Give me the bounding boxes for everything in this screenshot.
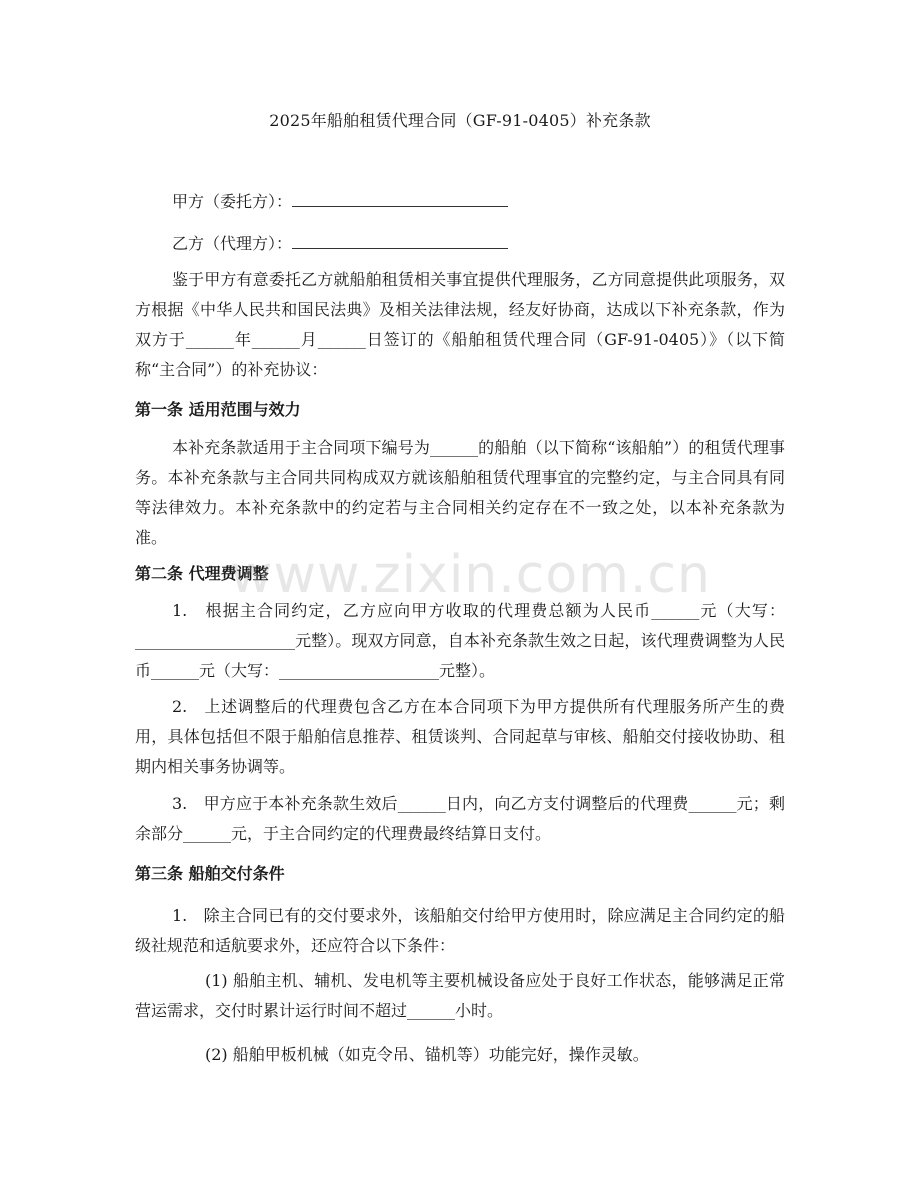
article-2-clause-3: 3. 甲方应于本补充条款生效后______日内，向乙方支付调整后的代理费______元；剩余部分______元，于主合同约定的代理费最终结算日支付。	[135, 794, 785, 843]
article-2-heading: 第二条 代理费调整	[135, 564, 269, 583]
article-3-subclause-2: (2) 船舶甲板机械（如克令吊、锚机等）功能完好，操作灵敏。	[205, 1045, 649, 1064]
party-b-blank	[292, 234, 508, 249]
article-2-clause-1: 1. 根据主合同约定，乙方应向甲方收取的代理费总额为人民币______元（大写：____________________元整）。现双方同意，自本补充条款生效之日起，该代理费调整为人民币______元（大写：____________________元整）。	[135, 601, 785, 680]
party-a-line	[172, 189, 508, 212]
article-3-subclause-1: (1) 船舶主机、辅机、发电机等主要机械设备应处于良好工作状态，能够满足正常营运需求，交付时累计运行时间不超过______小时。	[135, 971, 785, 1020]
article-3-heading: 第三条 船舶交付条件	[135, 864, 285, 883]
document-title: 2025年船舶租赁代理合同（GF-91-0405）补充条款	[269, 111, 651, 130]
article-1-heading: 第一条 适用范围与效力	[135, 400, 301, 419]
article-2-clause-2: 2. 上述调整后的代理费包含乙方在本合同项下为甲方提供所有代理服务所产生的费用，具体包括但不限于船舶信息推荐、租赁谈判、合同起草与审核、船舶交付接收协助、租期内相关事务协调等。	[135, 697, 785, 776]
article-3-clause-1: 1. 除主合同已有的交付要求外，该船舶交付给甲方使用时，除应满足主合同约定的船级社规范和适航要求外，还应符合以下条件：	[135, 906, 785, 955]
party-a-blank	[292, 192, 508, 207]
party-a-label: 甲方（委托方）：	[172, 192, 293, 211]
party-b-label: 乙方（代理方）：	[172, 234, 293, 253]
watermark-text: www.zixin.com.cn	[230, 545, 711, 605]
article-1-paragraph: 本补充条款适用于主合同项下编号为______的船舶（以下简称“该船舶”）的租赁代理事务。本补充条款与主合同共同构成双方就该船舶租赁代理事宜的完整约定，与主合同具有同等法律效力。本补充条款中的约定若与主合同相关约定存在不一致之处，以本补充条款为准。	[135, 438, 785, 547]
preamble-paragraph: 鉴于甲方有意委托乙方就船舶租赁相关事宜提供代理服务，乙方同意提供此项服务，双方根据《中华人民共和国民法典》及相关法律法规，经友好协商，达成以下补充条款，作为双方于______年______月______日签订的《船舶租赁代理合同（GF-91-0405）》（以下简称“主合同”）的补充协议：	[135, 270, 785, 379]
party-b-line	[172, 231, 508, 254]
